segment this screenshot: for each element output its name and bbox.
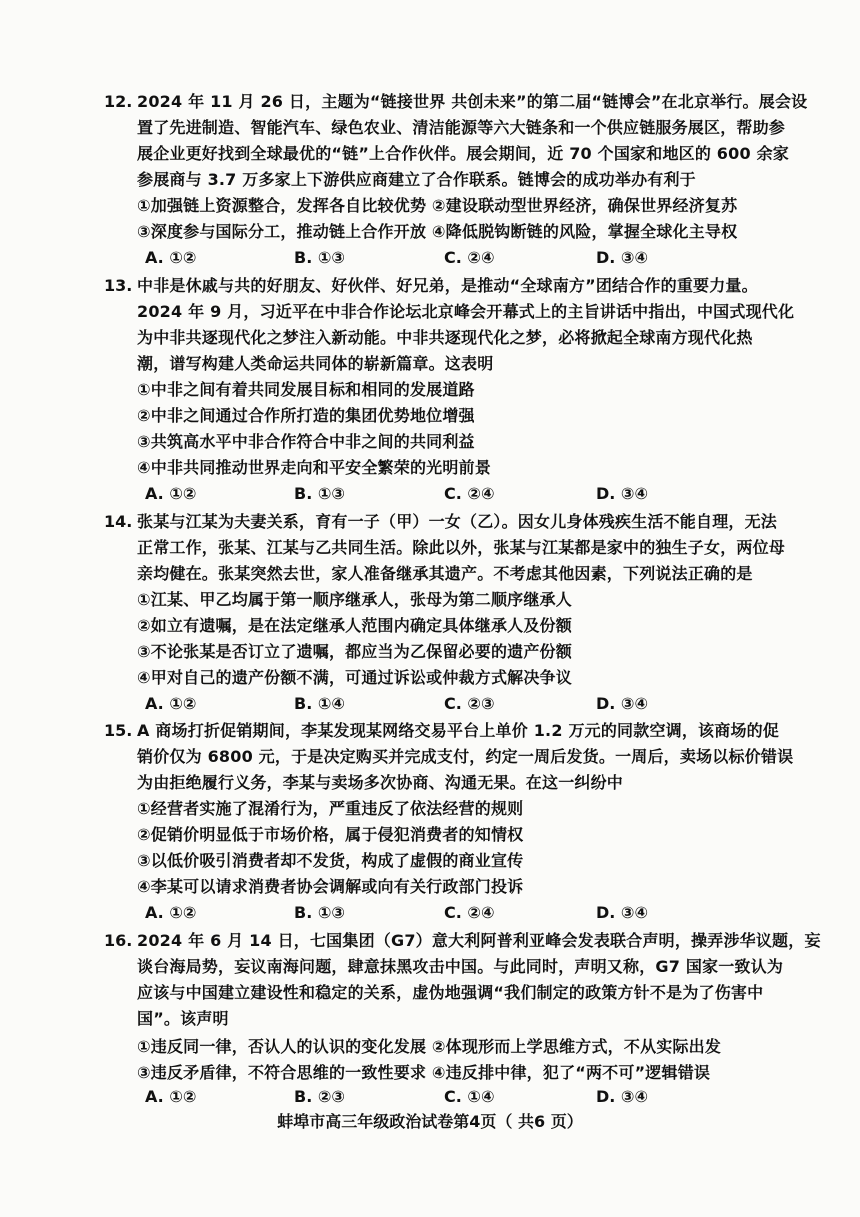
statement-line: ②如立有遗嘱，是在法定继承人范围内确定具体继承人及份额 bbox=[137, 616, 572, 635]
statement-line: ④李某可以请求消费者协会调解或向有关行政部门投诉 bbox=[137, 877, 524, 896]
option-c: C. ②③ bbox=[444, 694, 495, 713]
option-c: C. ②④ bbox=[444, 484, 495, 503]
option-d: D. ③④ bbox=[596, 484, 649, 503]
statement-line: ④中非共同推动世界走向和平安全繁荣的光明前景 bbox=[137, 458, 491, 477]
option-b: B. ②③ bbox=[294, 1087, 345, 1106]
question-number: 15. bbox=[104, 721, 133, 740]
option-d: D. ③④ bbox=[596, 1087, 649, 1106]
option-c: C. ②④ bbox=[444, 903, 495, 922]
question-text-line: 2024 年 11 月 26 日，主题为“链接世界 共创未来”的第二届“链博会”在北京举行。展会设 bbox=[137, 92, 808, 111]
statement-line: ③不论张某是否订立了遗嘱，都应当为乙保留必要的遗产份额 bbox=[137, 642, 572, 661]
question-text-line: 应该与中国建立建设性和稳定的关系，虚伪地强调“我们制定的政策方针不是为了伤害中 bbox=[137, 983, 764, 1002]
question-text-line: 亲均健在。张某突然去世，家人准备继承其遗产。不考虑其他因素，下列说法正确的是 bbox=[137, 564, 753, 583]
statement-line: ③违反矛盾律，不符合思维的一致性要求 ④违反排中律，犯了“两不可”逻辑错误 bbox=[137, 1063, 711, 1082]
question-text-line: 谈台海局势，妄议南海问题，肆意抹黑攻击中国。与此同时，声明又称，G7 国家一致认为 bbox=[137, 957, 784, 976]
question-text-line: 销价仅为 6800 元，于是决定购买并完成支付，约定一周后发货。一周后，卖场以标价错误 bbox=[137, 747, 794, 766]
question-text-line: 为中非共逐现代化之梦注入新动能。中非共逐现代化之梦，必将掀起全球南方现代化热 bbox=[137, 328, 753, 347]
statement-line: ③以低价吸引消费者却不发货，构成了虚假的商业宣传 bbox=[137, 851, 524, 870]
statement-line: ①加强链上资源整合，发挥各自比较优势 ②建设联动型世界经济，确保世界经济复苏 bbox=[137, 196, 738, 215]
option-c: C. ②④ bbox=[444, 248, 495, 267]
statement-line: ③深度参与国际分工，推动链上合作开放 ④降低脱钩断链的风险，掌握全球化主导权 bbox=[137, 222, 738, 241]
question-text-line: 参展商与 3.7 万多家上下游供应商建立了合作联系。链博会的成功举办有利于 bbox=[137, 170, 696, 189]
statement-line: ①经营者实施了混淆行为，严重违反了依法经营的规则 bbox=[137, 799, 524, 818]
question-text-line: 2024 年 6 月 14 日，七国集团（G7）意大利阿普利亚峰会发表联合声明，操弄涉华议题，妄 bbox=[137, 931, 821, 950]
question-number: 16. bbox=[104, 931, 133, 950]
statement-line: ①江某、甲乙均属于第一顺序继承人，张母为第二顺序继承人 bbox=[137, 590, 572, 609]
statement-line: ④甲对自己的遗产份额不满，可通过诉讼或仲裁方式解决争议 bbox=[137, 668, 572, 687]
option-b: B. ①③ bbox=[294, 248, 345, 267]
option-b: B. ①③ bbox=[294, 484, 345, 503]
option-a: A. ①② bbox=[145, 694, 197, 713]
question-text-line: 潮，谱写构建人类命运共同体的崭新篇章。这表明 bbox=[137, 354, 494, 373]
question-text-line: 张某与江某为夫妻关系，育有一子（甲）一女（乙）。因女儿身体残疾生活不能自理，无法 bbox=[137, 512, 778, 531]
question-text-line: 置了先进制造、智能汽车、绿色农业、清洁能源等六大链条和一个供应链服务展区，帮助参 bbox=[137, 118, 786, 137]
question-number: 14. bbox=[104, 512, 133, 531]
question-text-line: 国”。该声明 bbox=[137, 1009, 229, 1028]
question-text-line: 2024 年 9 月，习近平在中非合作论坛北京峰会开幕式上的主旨讲话中指出，中国式现代化 bbox=[137, 302, 795, 321]
option-d: D. ③④ bbox=[596, 694, 649, 713]
option-b: B. ①③ bbox=[294, 903, 345, 922]
option-c: C. ①④ bbox=[444, 1087, 495, 1106]
question-text-line: 正常工作，张某、江某与乙共同生活。除此以外，张某与江某都是家中的独生子女，两位母 bbox=[137, 538, 786, 557]
statement-line: ①违反同一律，否认人的认识的变化发展 ②体现形而上学思维方式，不从实际出发 bbox=[137, 1037, 722, 1056]
option-b: B. ①④ bbox=[294, 694, 345, 713]
option-a: A. ①② bbox=[145, 903, 197, 922]
question-text-line: 展企业更好找到全球最优的“链”上合作伙伴。展会期间，近 70 个国家和地区的 600 余家 bbox=[137, 144, 789, 163]
statement-line: ②促销价明显低于市场价格，属于侵犯消费者的知情权 bbox=[137, 825, 524, 844]
question-text-line: A 商场打折促销期间，李某发现某网络交易平台上单价 1.2 万元的同款空调，该商场的促 bbox=[137, 721, 780, 740]
statement-line: ①中非之间有着共同发展目标和相同的发展道路 bbox=[137, 380, 475, 399]
option-a: A. ①② bbox=[145, 484, 197, 503]
option-d: D. ③④ bbox=[596, 903, 649, 922]
statement-line: ③共筑高水平中非合作符合中非之间的共同利益 bbox=[137, 432, 475, 451]
question-text-line: 中非是休戚与共的好朋友、好伙伴、好兄弟，是推动“全球南方”团结合作的重要力量。 bbox=[137, 276, 758, 295]
option-d: D. ③④ bbox=[596, 248, 649, 267]
statement-line: ②中非之间通过合作所打造的集团优势地位增强 bbox=[137, 406, 475, 425]
question-number: 13. bbox=[104, 276, 133, 295]
option-a: A. ①② bbox=[145, 1087, 197, 1106]
question-number: 12. bbox=[104, 92, 133, 111]
page-footer: 蚌埠市高三年级政治试卷第4页（ 共6 页） bbox=[277, 1112, 583, 1131]
question-text-line: 为由拒绝履行义务，李某与卖场多次协商、沟通无果。在这一纠纷中 bbox=[137, 773, 624, 792]
option-a: A. ①② bbox=[145, 248, 197, 267]
